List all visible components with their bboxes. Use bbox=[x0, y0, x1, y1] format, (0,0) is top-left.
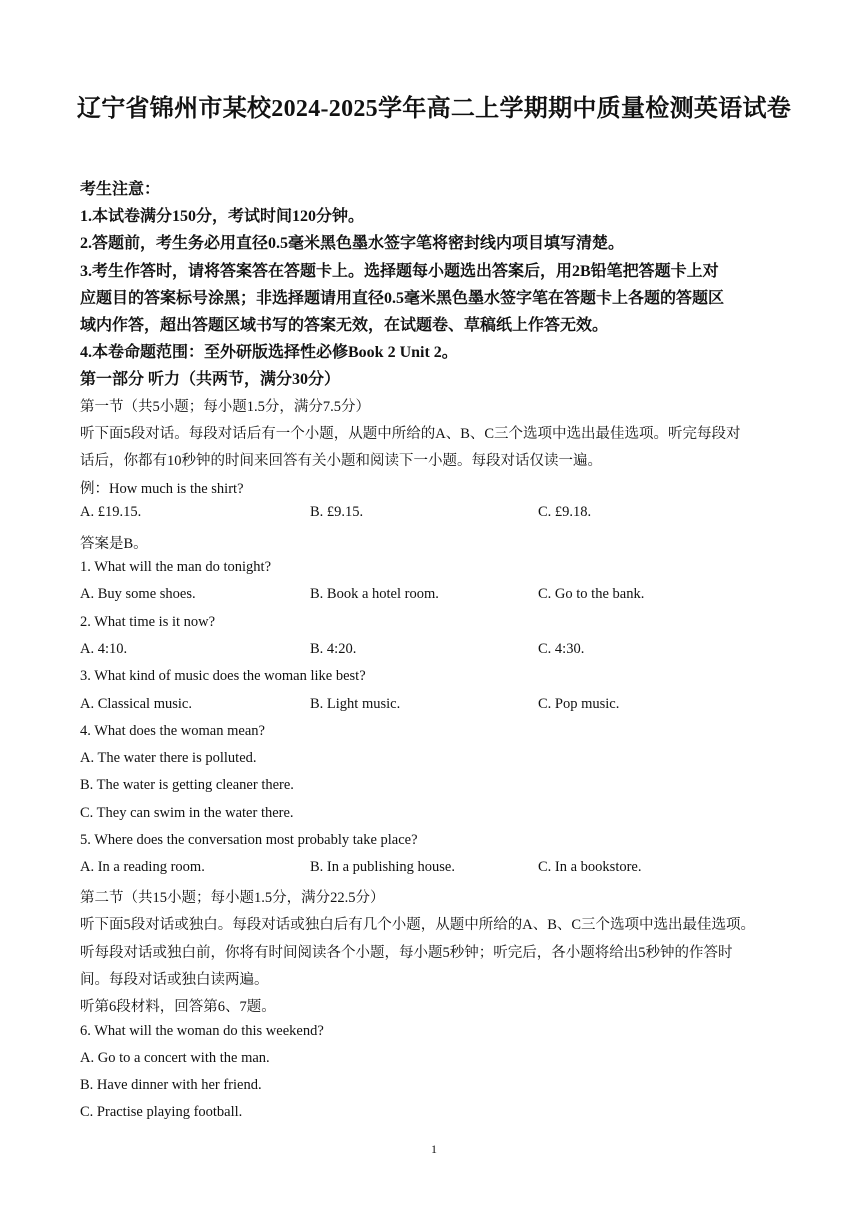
material-6-note: 听第6段材料，回答第6、7题。 bbox=[80, 999, 276, 1015]
question-1: 1. What will the man do tonight? bbox=[80, 559, 272, 575]
notice-item: 3.考生作答时，请将答案答在答题卡上。选择题每小题选出答案后，用2B铅笔把答题卡上对 bbox=[80, 263, 719, 280]
notice-heading: 考生注意： bbox=[80, 181, 161, 198]
option-b: B. 4:20. bbox=[310, 641, 357, 657]
option-a: A. Classical music. bbox=[80, 696, 192, 712]
question-3: 3. What kind of music does the woman like best? bbox=[80, 668, 366, 684]
section2-instruction: 听每段对话或独白前，你将有时间阅读各个小题，每小题5秒钟；听完后，各小题将给出5秒钟的作答时 bbox=[80, 945, 733, 961]
option-b: B. £9.15. bbox=[310, 504, 364, 520]
option-b: B. Have dinner with her friend. bbox=[80, 1077, 262, 1093]
option-c: C. Practise playing football. bbox=[80, 1104, 243, 1120]
notice-item: 应题目的答案标号涂黑；非选择题请用直径0.5毫米黑色墨水签字笔在答题卡上各题的答题区 bbox=[80, 290, 725, 307]
example-question: 例：How much is the shirt? bbox=[80, 481, 244, 497]
section2-instruction: 听下面5段对话或独白。每段对话或独白后有几个小题，从题中所给的A、B、C三个选项中选出最佳选项。 bbox=[80, 917, 756, 933]
part1-heading: 第一部分 听力（共两节，满分30分） bbox=[80, 371, 341, 388]
section1-instruction: 听下面5段对话。每段对话后有一个小题，从题中所给的A、B、C三个选项中选出最佳选项。听完每段对 bbox=[80, 426, 741, 442]
section2-heading: 第二节（共15小题；每小题1.5分，满分22.5分） bbox=[80, 890, 385, 906]
option-c: C. £9.18. bbox=[538, 504, 592, 520]
example-answer: 答案是B。 bbox=[80, 536, 148, 552]
option-a: A. In a reading room. bbox=[80, 859, 205, 875]
option-a: A. £19.15. bbox=[80, 504, 142, 520]
question-4: 4. What does the woman mean? bbox=[80, 723, 265, 739]
exam-title: 辽宁省锦州市某校2024-2025学年高二上学期期中质量检测英语试卷 bbox=[76, 96, 792, 122]
option-c: C. 4:30. bbox=[538, 641, 585, 657]
notice-item: 1.本试卷满分150分，考试时间120分钟。 bbox=[80, 208, 365, 225]
option-c: C. Go to the bank. bbox=[538, 586, 645, 602]
question-5-options bbox=[0, 859, 868, 879]
notice-item: 2.答题前，考生务必用直径0.5毫米黑色墨水签字笔将密封线内项目填写清楚。 bbox=[80, 235, 625, 252]
option-b: B. In a publishing house. bbox=[310, 859, 455, 875]
option-c: C. They can swim in the water there. bbox=[80, 805, 294, 821]
question-2: 2. What time is it now? bbox=[80, 614, 216, 630]
question-6: 6. What will the woman do this weekend? bbox=[80, 1023, 324, 1039]
notice-item: 4.本卷命题范围：至外研版选择性必修Book 2 Unit 2。 bbox=[80, 344, 458, 361]
section1-instruction: 话后，你都有10秒钟的时间来回答有关小题和阅读下一小题。每段对话仅读一遍。 bbox=[80, 453, 602, 469]
question-1-options bbox=[0, 586, 868, 606]
question-3-options bbox=[0, 696, 868, 716]
example-options bbox=[0, 504, 868, 524]
option-a: A. Buy some shoes. bbox=[80, 586, 196, 602]
page-number: 1 bbox=[431, 1142, 437, 1156]
option-a: A. The water there is polluted. bbox=[80, 750, 257, 766]
option-a: A. 4:10. bbox=[80, 641, 128, 657]
option-a: A. Go to a concert with the man. bbox=[80, 1050, 270, 1066]
option-c: C. Pop music. bbox=[538, 696, 620, 712]
option-c: C. In a bookstore. bbox=[538, 859, 642, 875]
question-2-options bbox=[0, 641, 868, 661]
option-b: B. The water is getting cleaner there. bbox=[80, 777, 294, 793]
section2-instruction: 间。每段对话或独白读两遍。 bbox=[80, 972, 269, 988]
section1-heading: 第一节（共5小题；每小题1.5分，满分7.5分） bbox=[80, 399, 370, 415]
option-b: B. Book a hotel room. bbox=[310, 586, 439, 602]
question-5: 5. Where does the conversation most probably take place? bbox=[80, 832, 418, 848]
option-b: B. Light music. bbox=[310, 696, 401, 712]
notice-item: 域内作答，超出答题区域书写的答案无效，在试题卷、草稿纸上作答无效。 bbox=[80, 317, 609, 334]
